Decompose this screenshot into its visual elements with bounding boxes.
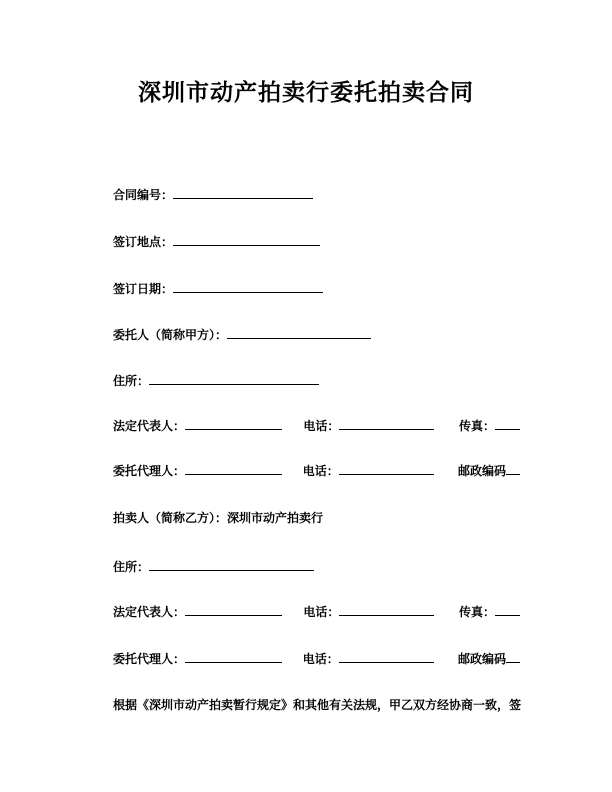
party-b-postal-label: 邮政编码 (457, 652, 506, 666)
party-b-legal-rep-blank (185, 603, 282, 616)
contract-number-row (113, 186, 520, 202)
party-b-legal-rep-cell (113, 603, 303, 619)
party-a-postal-cell (458, 462, 520, 478)
party-a-legal-rep-row (113, 417, 520, 433)
closing-text: 根据《深圳市动产拍卖暂行规定》和其他有关法规，甲乙双方经协商一致，签 (113, 698, 522, 712)
sign-date-blank (173, 280, 323, 293)
party-b-address-row (113, 558, 520, 574)
party-b-phone-blank (339, 603, 434, 616)
closing-paragraph (113, 698, 520, 712)
party-a-fax-cell (459, 417, 520, 433)
party-b-phone-cell (303, 603, 459, 619)
sign-date-label: 签订日期： (113, 282, 174, 296)
party-a-phone-blank (339, 417, 434, 430)
party-b-row (113, 511, 520, 525)
party-a-phone-cell (303, 417, 459, 433)
party-b-label: 拍卖人（简称乙方）： (113, 511, 228, 525)
party-b-postal-blank (506, 650, 520, 663)
party-a-phone-label: 电话： (303, 419, 340, 433)
party-b-postal-cell (458, 650, 520, 666)
party-a-address-row (113, 372, 520, 388)
document-title: 深圳市动产拍卖行委托拍卖合同 (138, 79, 474, 105)
party-a-label: 委托人（简称甲方）： (113, 328, 228, 342)
party-b-agent-row (113, 650, 520, 666)
party-b-name: 深圳市动产拍卖行 (227, 511, 324, 525)
party-b-agent-phone-blank (339, 650, 434, 663)
party-a-agent-phone-cell (303, 462, 458, 478)
party-a-postal-label: 邮政编码 (457, 464, 506, 478)
party-a-legal-rep-label: 法定代表人： (113, 419, 186, 433)
party-a-address-blank (149, 372, 319, 385)
party-b-legal-rep-label: 法定代表人： (113, 605, 186, 619)
party-a-address-label: 住所： (113, 374, 150, 388)
sign-place-row (113, 233, 520, 249)
party-b-address-label: 住所： (113, 560, 150, 574)
sign-place-blank (173, 233, 320, 246)
party-b-agent-cell (113, 650, 303, 666)
party-b-legal-rep-row (113, 603, 520, 619)
contract-number-blank (173, 186, 313, 199)
contract-number-label: 合同编号： (113, 188, 174, 202)
party-b-address-blank (149, 558, 314, 571)
party-a-legal-rep-cell (113, 417, 303, 433)
party-a-legal-rep-blank (185, 417, 282, 430)
party-a-fax-blank (495, 417, 520, 430)
party-a-agent-phone-blank (339, 462, 434, 475)
party-a-agent-cell (113, 462, 303, 478)
party-a-fax-label: 传真： (458, 419, 495, 433)
party-b-agent-label: 委托代理人： (113, 652, 186, 666)
party-a-agent-label: 委托代理人： (113, 464, 186, 478)
party-b-agent-blank (185, 650, 282, 663)
party-a-blank (227, 326, 371, 339)
party-b-fax-cell (459, 603, 520, 619)
sign-place-label: 签订地点： (113, 235, 174, 249)
party-b-agent-phone-cell (303, 650, 458, 666)
party-a-row (113, 326, 520, 342)
party-b-phone-label: 电话： (303, 605, 340, 619)
party-a-agent-blank (185, 462, 282, 475)
party-b-fax-label: 传真： (458, 605, 495, 619)
sign-date-row (113, 280, 520, 296)
party-a-postal-blank (506, 462, 520, 475)
party-a-agent-phone-label: 电话： (302, 464, 339, 478)
party-a-agent-row (113, 462, 520, 478)
party-b-fax-blank (495, 603, 520, 616)
party-b-agent-phone-label: 电话： (302, 652, 339, 666)
